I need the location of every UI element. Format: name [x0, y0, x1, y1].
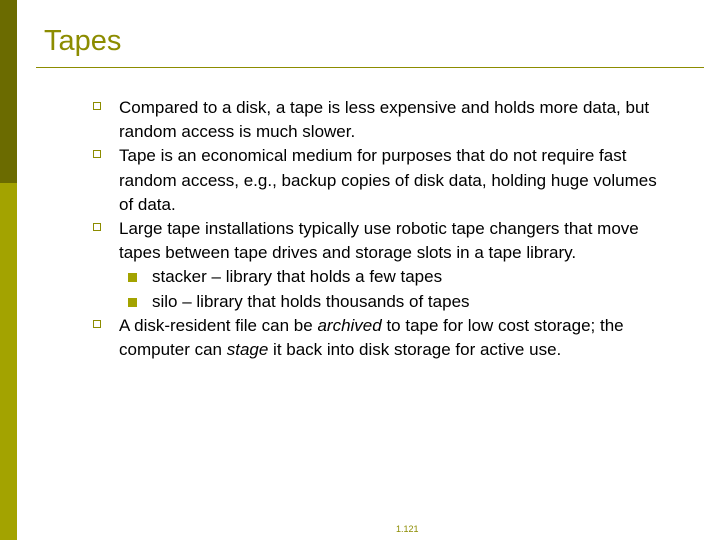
- sub-bullet-square-icon: [128, 273, 137, 282]
- sub-bullet-square-icon: [128, 298, 137, 307]
- bullet-text: Large tape installations typically use robotic tape changers that move tapes between tape drives and storage slots in a tape library.: [119, 219, 639, 263]
- emphasis-archived: archived: [317, 315, 382, 335]
- sub-bullet-text: stacker – library that holds a few tapes: [152, 267, 443, 287]
- bullet-text: Tape is an economical medium for purposes that do not require fast random access, e.g., backup copies of disk data, holding huge volumes of data.: [119, 146, 657, 214]
- bullet-text: Compared to a disk, a tape is less expensive and holds more data, but random access is much slower.: [119, 98, 650, 142]
- text-segment: to tape for low cost storage; the computer can: [119, 315, 624, 360]
- page-number: 1.121: [396, 524, 419, 534]
- emphasis-stage: stage: [226, 340, 269, 360]
- bullet-text: [119, 316, 624, 359]
- title-divider: [36, 67, 704, 68]
- sub-bullet-text: silo – library that holds thousands of tapes: [152, 291, 470, 311]
- text-segment: A disk-resident file can be: [119, 315, 318, 335]
- bullet-item: [0, 144, 664, 217]
- text-segment: it back into disk storage for active use.: [268, 340, 562, 360]
- sub-bullet-item: [0, 265, 720, 289]
- bullet-item: [0, 217, 664, 265]
- slide-title: Tapes: [44, 25, 122, 57]
- bullet-square-icon: [93, 320, 101, 328]
- bullet-square-icon: [93, 150, 101, 158]
- bullet-item: [0, 96, 664, 144]
- bullet-square-icon: [93, 102, 101, 110]
- bullet-square-icon: [93, 223, 101, 231]
- slide-content: [0, 96, 720, 362]
- sub-bullet-item: [0, 290, 720, 314]
- bullet-item: [0, 314, 664, 362]
